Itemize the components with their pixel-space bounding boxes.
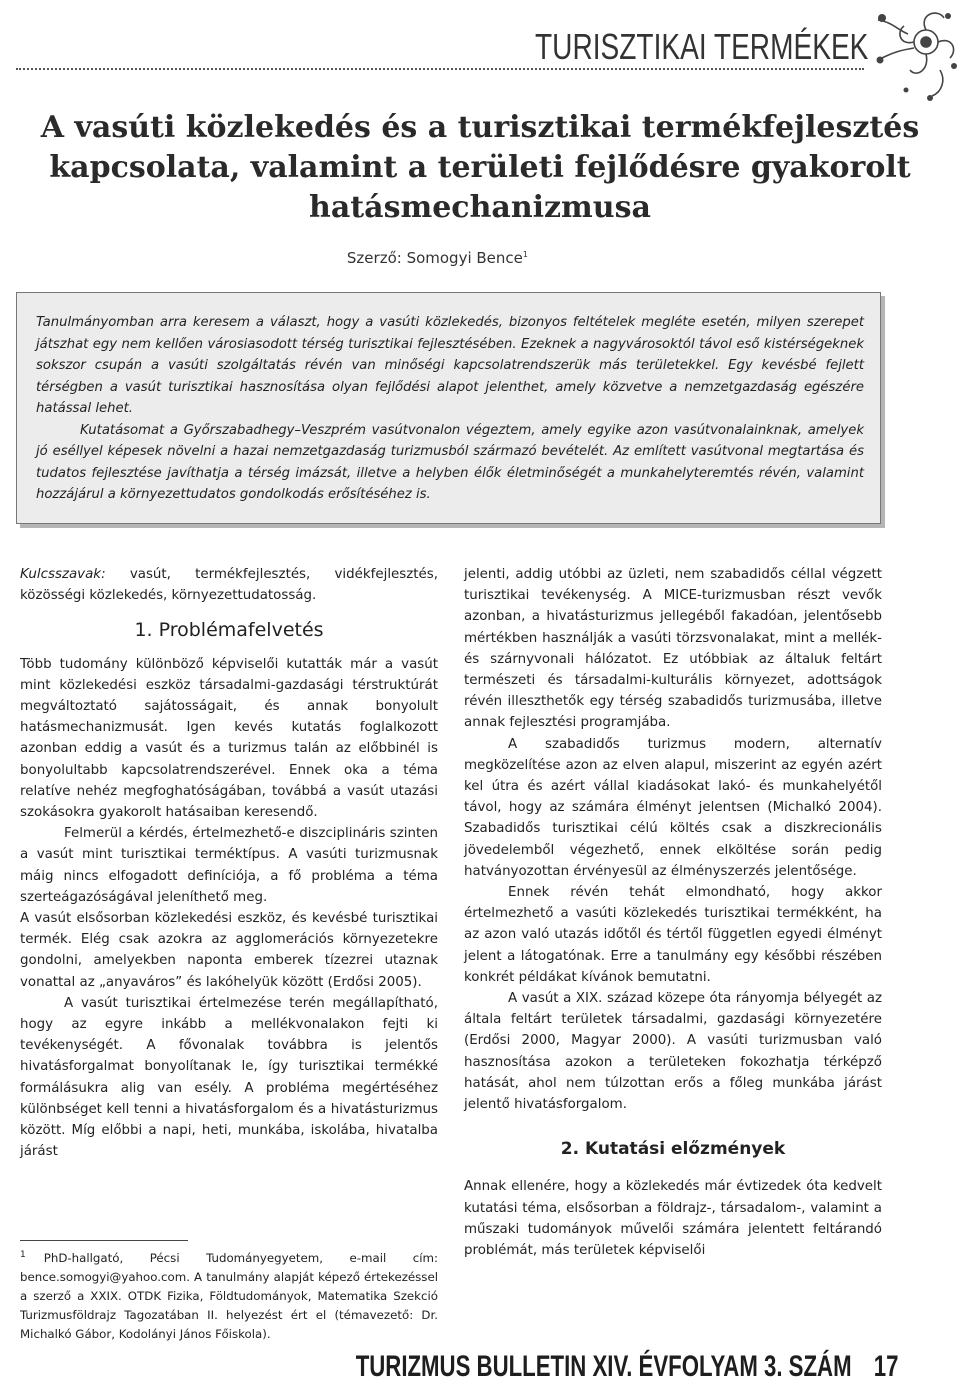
- left-column: [20, 564, 438, 1162]
- body-paragraph: A szabadidős turizmus modern, alternatív megközelítése azon az elven alapul, miszerint az egyén azért kel útra és azért vállal kiadásokat lakó- és munkahelyétől távol, hogy az számára élményt jelentsen (Michalkó 2004). Szabadidős turisztikai célú költés csak a diszkrecionális jövedelemből végezhető, ennek elköltése során pedig hatványozottan érvényesül az élményszerzés jelentősége.: [464, 736, 882, 879]
- keywords: [20, 564, 438, 606]
- body-paragraph: Több tudomány különböző képviselői kutatták már a vasút mint közlekedési eszköz társadalmi-gazdasági térstruktúrát megváltoztató sajátosságait, és annak bonyolult hatásmechanizmusát. Igen kevés kutatás foglalkozott azonban eddig a vasút és a turizmus talán az előbbinél is bonyolultabb kapcsolatrendszerével. Ennek oka a téma relatíve nehéz megfoghatóságában, továbbá a vasút utazási szokásokra gyakorolt hatásaiban keresendő.: [20, 656, 438, 821]
- keywords-text: vasút, termékfejlesztés, vidékfejlesztés, közösségi közlekedés, környezettudatosság.: [20, 567, 439, 604]
- author-line: [0, 249, 528, 267]
- publication-name: TURIZMUS BULLETIN XIV. ÉVFOLYAM 3. SZÁM: [355, 1350, 852, 1383]
- body-paragraph: Ennek révén tehát elmondható, hogy akkor értelmezhető a vasúti közlekedés turisztikai termékként, ha az azon való utazás időtől és tértől független egyedi élményt jelent a látogatónak. Erre a tanulmány egy későbbi részében konkrét példákat kívánok bemutatni.: [464, 885, 882, 985]
- page-footer: [355, 1350, 898, 1384]
- right-column: [464, 564, 882, 1261]
- floral-ornament-icon: [868, 0, 960, 104]
- abstract-paragraph: Kutatásomat a Győrszabadhegy–Veszprém vasútvonalon végeztem, amely egyike azon vasútvonalainknak, amelyek jó eséllyel képesek növelni a hazai nemzetgazdaság turizmusból származó bevételét. Az említett vasútvonal megtartása és tudatos fejlesztése javíthatja a térség imázsát, illetve a helyben élők életminőségét a munkahelyteremtés révén, valamint hozzájárul a környezettudatos gondolkodás erősítéséhez is.: [36, 422, 864, 502]
- body-paragraph: A vasút elsősorban közlekedési eszköz, és kevésbé turisztikai termék. Elég csak azokra az agglomerációs környezetekre gondolni, amelyekben naponta emberek tízezrei utaznak vonattal az „anyaváros” és lakóhelyük között (Erdősi 2005).: [20, 911, 438, 990]
- page-number: 17: [873, 1350, 898, 1383]
- section-heading: 2. Kutatási előzmények: [560, 1139, 786, 1160]
- keywords-label: Kulcsszavak:: [20, 567, 106, 582]
- body-paragraph: jelenti, addig utóbbi az üzleti, nem szabadidős céllal végzett turisztikai tevékenység. A MICE-turizmusban részt vevők azonban, a hivatásturizmus jellegéből fakadóan, jelentősebb mértékben használják a vasúti törzsvonalakat, mint a mellék- és szárnyvonali hálózatot. Ez utóbbiak az általuk feltárt természeti és társadalmi-kulturális környezet, adottságok révén illeszthetők egy térség szabadidős turizmusába, illetve annak fejlesztési programjába.: [464, 567, 882, 731]
- footnote-mark: 1: [20, 1250, 26, 1260]
- section-label: TURISZTIKAI TERMÉKEK: [534, 26, 868, 67]
- author-name: Szerző: Somogyi Bence: [346, 249, 523, 267]
- header-divider: [16, 68, 864, 70]
- body-paragraph: A vasút turisztikai értelmezése terén megállapítható, hogy az egyre inkább a mellékvonalakon fejti ki tevékenységét. A fővonalak továbbra is jelentős hivatásforgalmat bonyolítanak le, így turisztikai termékké formálásukra alig van esély. A probléma megértéséhez különbséget kell tenni a hivatásforgalom és a hivatásturizmus között. Míg előbbi a napi, heti, munkába, iskolába, hivatalba járást: [20, 995, 438, 1160]
- body-paragraph: Annak ellenére, hogy a közlekedés már évtizedek óta kedvelt kutatási téma, elsősorban a földrajz-, társadalom-, valamint a műszaki tudományok művelői számára jelentett feltárandó problémát, más területek képviselői: [464, 1179, 882, 1259]
- title-line: A vasúti közlekedés és a turisztikai termékfejlesztés: [40, 110, 920, 145]
- body-paragraph: A vasút a XIX. század közepe óta rányomja bélyegét az általa feltárt területek társadalmi, gazdasági környezetére (Erdősi 2000, Magyar 2000). A vasúti turizmusban való hasznosítása azokon a területeken fokozhatja térképző hatását, ahol nem túlzottan erős a főleg munkába járást jelentő hivatásforgalom.: [464, 991, 882, 1113]
- section-heading: 1. Problémafelvetés: [134, 619, 324, 642]
- footnote: [20, 1246, 438, 1344]
- title-line: kapcsolata, valamint a területi fejlődésre gyakorolt: [49, 150, 911, 185]
- article-title: [40, 108, 920, 228]
- body-paragraph: Felmerül a kérdés, értelmezhető-e diszciplináris szinten a vasút mint turisztikai terméktípus. A vasúti turizmusnak máig nincs elfogadott definíciója, a fő probléma a téma szerteágazóságával jeleníthető meg.: [20, 826, 438, 905]
- title-line: hatásmechanizmusa: [309, 190, 651, 225]
- footnote-text: PhD-hallgató, Pécsi Tudományegyetem, e-mail cím: bence.somogyi@yahoo.com. A tanulmány alapját képező értekezéssel a szerző a XXIX. OTDK Fizika, Földtudományok, Matematika Szekció Turizmusföldrajz Tagozatában II. helyezést ért el (témavezető: Dr. Michalkó Gábor, Kodolányi János Főiskola).: [20, 1250, 438, 1341]
- abstract-paragraph: Tanulmányomban arra keresem a választ, hogy a vasúti közlekedés, bizonyos feltételek megléte esetén, milyen szerepet játszhat egy nem kellően városiasodott térség turisztikai fejlesztésében. Ezeknek a nagyvárosoktól távol eső kistérségeknek sokszor csupán a vasúti szolgáltatás révén van minőségi kapcsolatrendszerük más területekkel. Egy kevésbé fejlett térségben a vasút turisztikai hasznosítása olyan fejlődési alapot jelenthet, amely közvetve a nemzetgazdaság egészére hatással lehet.: [36, 315, 864, 416]
- footnote-divider: [20, 1240, 188, 1241]
- abstract: [36, 312, 864, 506]
- author-footnote-mark: 1: [522, 250, 528, 259]
